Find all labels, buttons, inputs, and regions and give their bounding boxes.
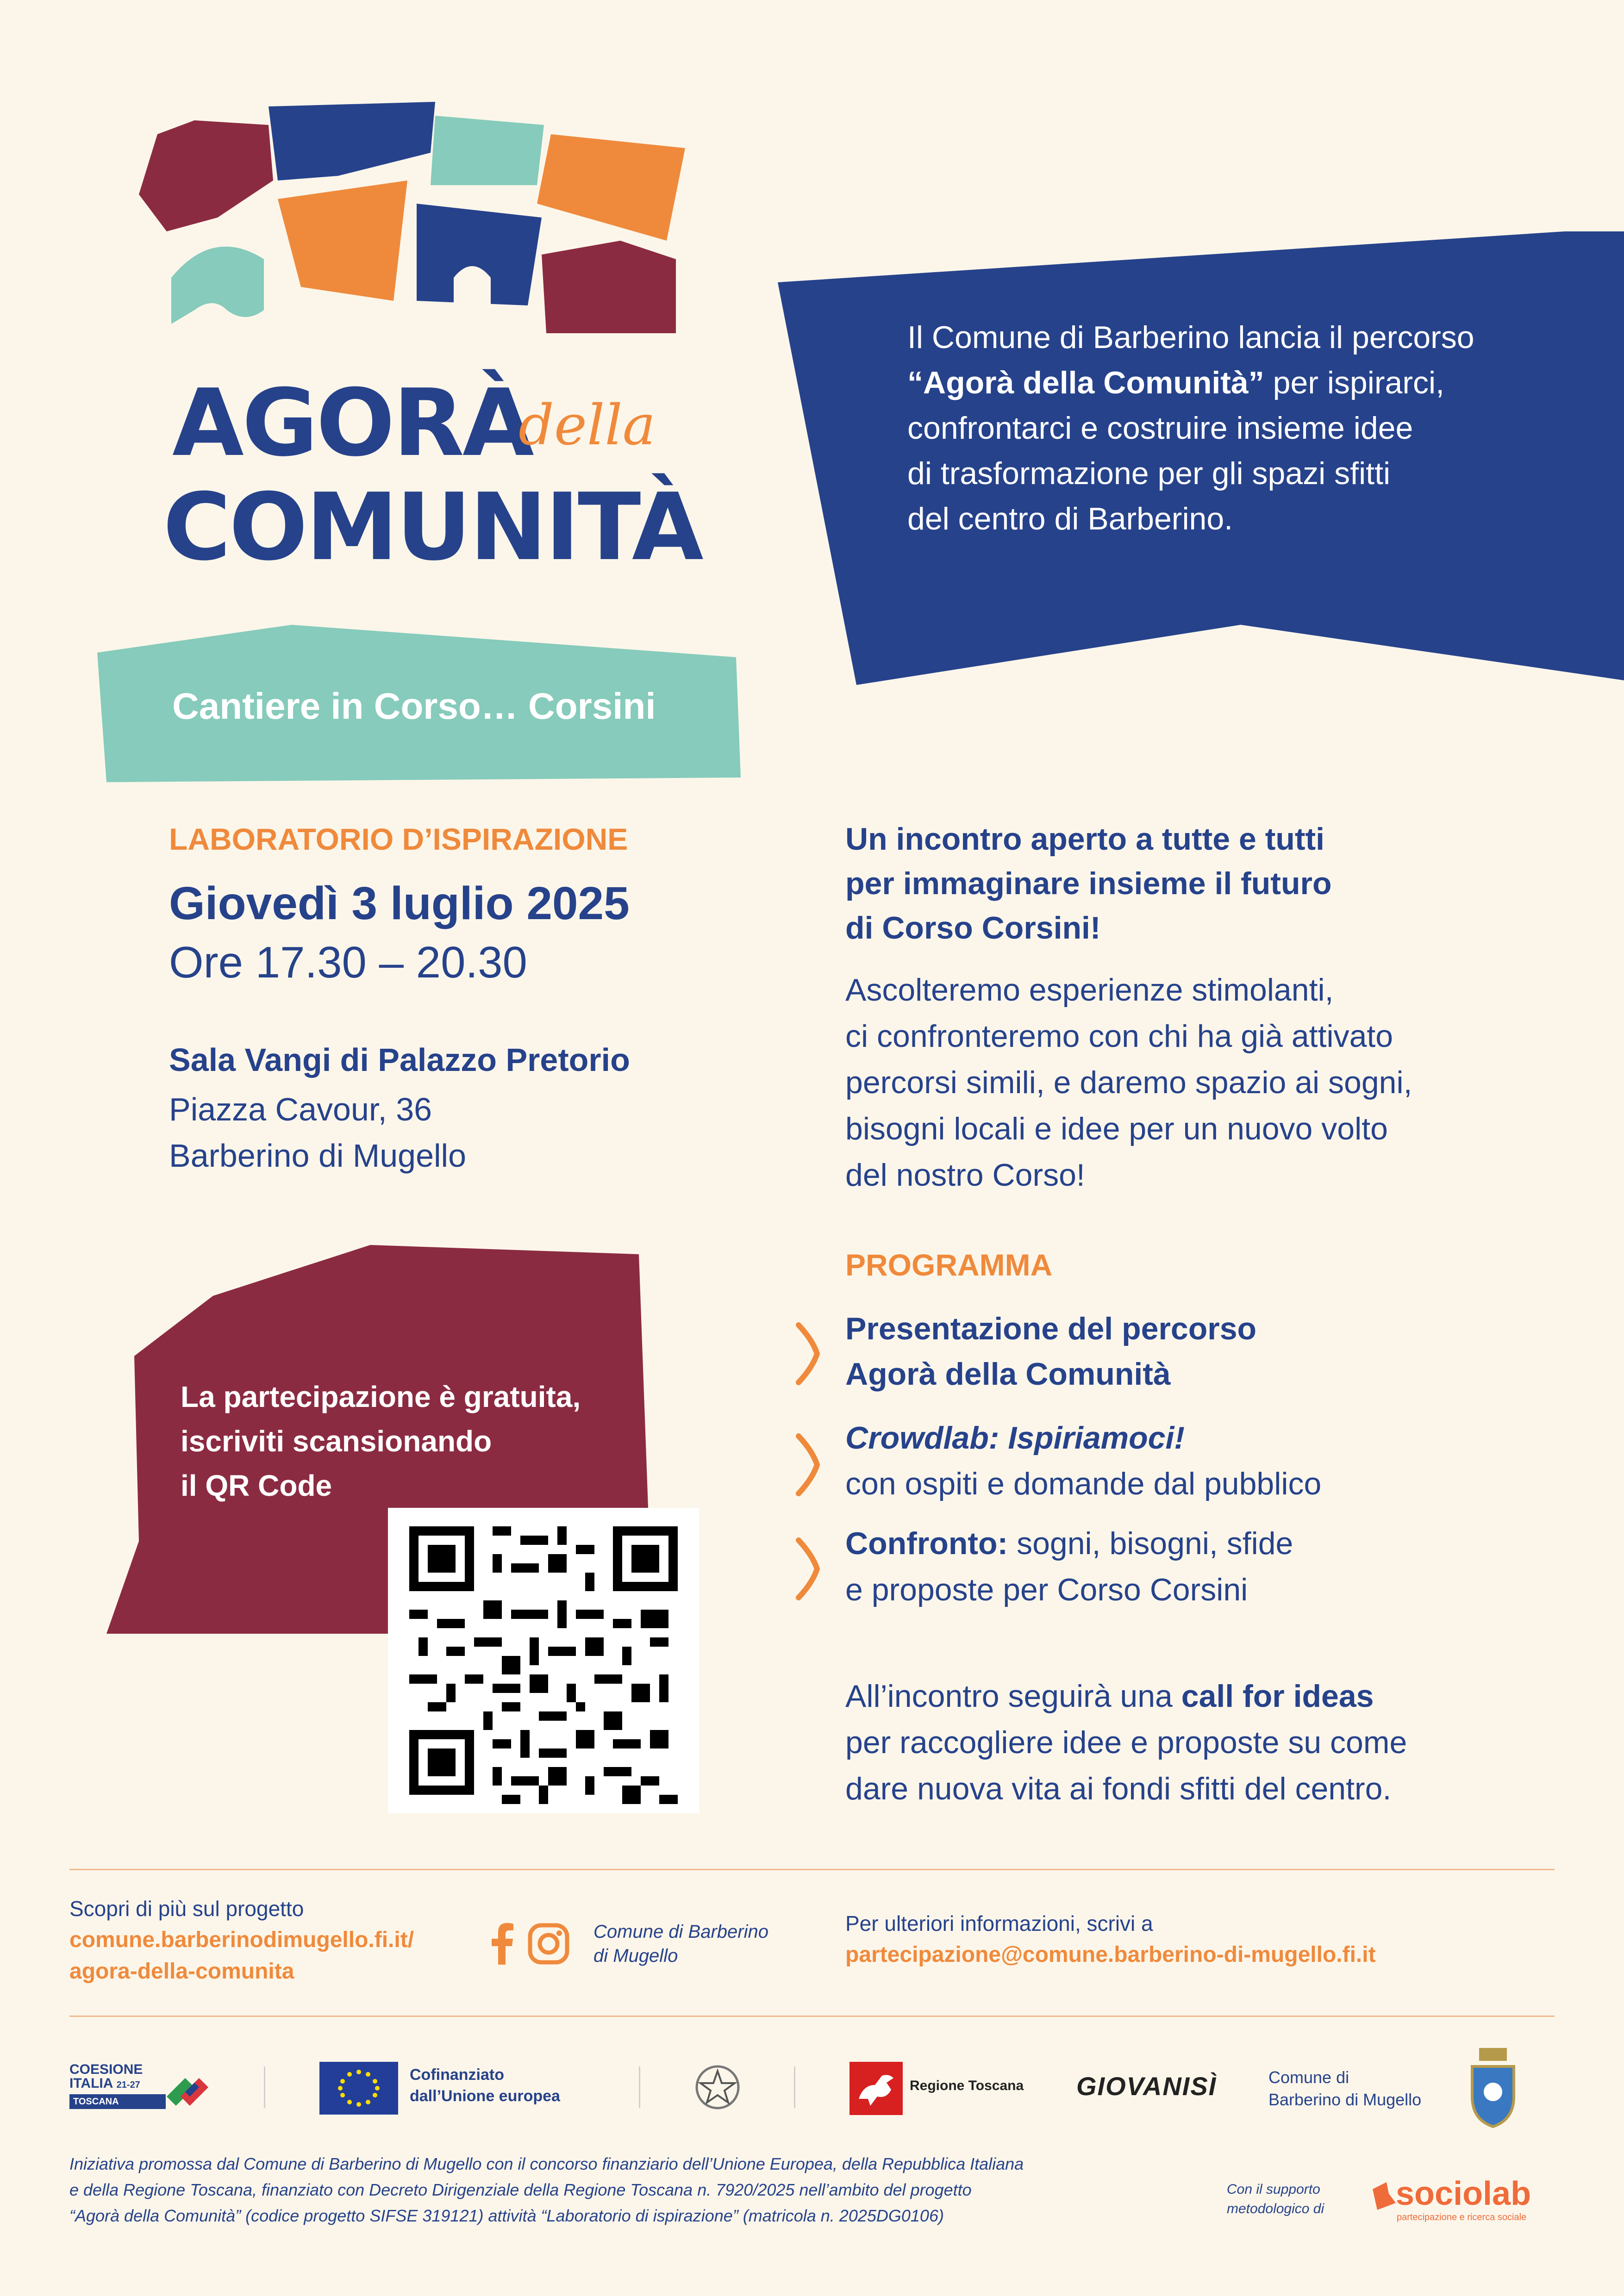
eu-cofinanziato — [410, 2064, 560, 2107]
intro-body-2: ci confronteremo con chi ha già attivato — [845, 1019, 1393, 1054]
support-line-2: metodologico di — [1227, 2201, 1324, 2216]
italian-republic-emblem-icon — [692, 2062, 743, 2113]
footer-divider-bottom — [69, 2016, 1555, 2017]
support-line-1: Con il supporto — [1227, 2182, 1320, 2197]
sociolab-support — [1227, 2180, 1324, 2219]
chevron-right-icon — [794, 1537, 822, 1601]
footer-info: Per ulteriori informazioni, scrivi a — [845, 1911, 1153, 1935]
intro-bold-2: per immaginare insieme il futuro — [845, 866, 1332, 901]
eu-text-1: Cofinanziato — [410, 2066, 504, 2084]
programma-item-1-line-1: Presentazione del percorso — [845, 1311, 1257, 1346]
instagram-icon[interactable] — [528, 1923, 569, 1965]
intro-bold-3: di Corso Corsini! — [845, 910, 1101, 946]
logo-shape-teal-dome — [171, 247, 264, 324]
logo-shape-maroon-left — [139, 120, 273, 231]
logo-shape-door-cream — [454, 266, 491, 305]
call-for-ideas — [845, 1673, 1586, 1812]
programma-item-3-line-1 — [845, 1520, 1293, 1567]
footer-contact — [845, 1908, 1376, 1971]
sociolab-name: sociolab — [1396, 2175, 1531, 2212]
comune-label-2: Barberino di Mugello — [1268, 2090, 1422, 2109]
sociolab-logo — [1368, 2175, 1553, 2226]
intro-project-name: “Agorà della Comunità” — [907, 365, 1264, 400]
regione-toscana-pegasus-icon — [849, 2062, 903, 2115]
disclaimer — [69, 2151, 1227, 2229]
programma-item-2-line-1: Crowdlab: Ispiriamoci! — [845, 1420, 1185, 1456]
event-venue: Sala Vangi di Palazzo Pretorio — [169, 1042, 630, 1078]
event-label: LABORATORIO D’ISPIRAZIONE — [169, 822, 628, 856]
call-for-ideas-bold: call for ideas — [1181, 1679, 1374, 1714]
call-line-3: dare nuova vita ai fondi sfitti del centro. — [845, 1771, 1392, 1806]
event-time: Ore 17.30 – 20.30 — [169, 938, 527, 987]
chevron-right-icon — [794, 1432, 822, 1497]
intro-blue-text — [907, 315, 1555, 541]
logo-shape-maroon-right — [542, 241, 676, 333]
footer-scopri: Scopri di più sul progetto — [69, 1897, 304, 1921]
programma-title: PROGRAMMA — [845, 1248, 1053, 1282]
footer-project-link — [69, 1893, 414, 1987]
eu-flag-icon — [319, 2062, 398, 2115]
sponsor-separator — [264, 2066, 265, 2108]
footer-divider-top — [69, 1869, 1555, 1870]
programma-item-1-line-2: Agorà della Comunità — [845, 1356, 1171, 1392]
logo-word-agora: AGORÀ — [172, 369, 532, 477]
intro-line-2-rest: per ispirarci, — [1264, 365, 1444, 400]
footer-social-line-1: Comune di Barberino — [593, 1922, 768, 1942]
facebook-icon[interactable] — [491, 1923, 514, 1965]
comune-label-1: Comune di — [1268, 2068, 1349, 2087]
event-address-2: Barberino di Mugello — [169, 1138, 467, 1174]
logo-shape-orange-mid — [278, 180, 407, 301]
logo-word-della: della — [518, 393, 656, 458]
chevron-right-icon — [794, 1321, 822, 1386]
intro-body-3: percorsi simili, e daremo spazio ai sogni, — [845, 1065, 1412, 1100]
logo-shape-orange-right — [537, 134, 685, 241]
qr-text-line-1: La partecipazione è gratuita, — [181, 1380, 581, 1413]
logo-shape-teal-top — [431, 116, 544, 185]
coesione-toscana: TOSCANA — [69, 2094, 166, 2109]
event-address-1: Piazza Cavour, 36 — [169, 1091, 432, 1127]
coesione-italia-logo — [69, 2062, 218, 2113]
agora-logo-shapes — [130, 93, 704, 333]
programma-item-1 — [845, 1306, 1256, 1397]
programma-item-3-rest: sogni, bisogni, sfide — [1008, 1526, 1293, 1561]
footer-url-line-1[interactable]: comune.barberinodimugello.fi.it/ — [69, 1928, 414, 1952]
call-line-2: per raccogliere idee e proposte su come — [845, 1725, 1407, 1760]
coesione-text-2 — [69, 2076, 140, 2091]
programma-item-3-bold: Confronto: — [845, 1526, 1008, 1561]
coesione-arrows-icon — [162, 2069, 213, 2110]
programma-item-3-line-2: e proposte per Corso Corsini — [845, 1572, 1248, 1607]
programma-item-2 — [845, 1415, 1321, 1507]
programma-item-3 — [845, 1520, 1293, 1613]
intro-body-1: Ascolteremo esperienze stimolanti, — [845, 972, 1334, 1008]
footer-email[interactable]: partecipazione@comune.barberino-di-mugello.fi.it — [845, 1942, 1376, 1967]
logo-word-comunita: COMUNITÀ — [163, 473, 702, 581]
intro-body-5: del nostro Corso! — [845, 1157, 1085, 1193]
footer-social-name — [593, 1920, 768, 1968]
intro-line-3: confrontarci e costruire insieme idee — [907, 411, 1413, 446]
footer-social-line-2: di Mugello — [593, 1946, 678, 1966]
intro-section — [845, 817, 1586, 1198]
call-line-1 — [845, 1673, 1586, 1719]
intro-line-1: Il Comune di Barberino lancia il percorso — [907, 320, 1474, 355]
intro-line-2 — [907, 360, 1555, 405]
coesione-text-1: COESIONE — [69, 2062, 143, 2077]
disclaimer-line-3: “Agorà della Comunità” (codice progetto SIFSE 319121) attività “Laboratorio di ispirazione” (matricola n. 2025DG0106) — [69, 2206, 944, 2225]
qr-code[interactable] — [388, 1508, 699, 1813]
qr-box-text — [181, 1375, 643, 1508]
logo-shape-blue-top — [269, 102, 435, 180]
footer-url-line-2[interactable]: agora-della-comunita — [69, 1959, 294, 1984]
qr-text-line-3: il QR Code — [181, 1469, 332, 1502]
disclaimer-line-2: e della Regione Toscana, finanziato con Decreto Dirigenziale della Regione Toscana n. 7920/2025 nell’ambito del progetto — [69, 2180, 972, 2199]
sponsor-separator — [639, 2066, 640, 2108]
comune-coat-of-arms-icon — [1465, 2046, 1521, 2129]
coesione-years: 21-27 — [116, 2080, 140, 2090]
call-line-1-pre: All’incontro seguirà una — [845, 1679, 1181, 1714]
comune-barberino-label — [1268, 2066, 1421, 2111]
disclaimer-line-1: Iniziativa promossa dal Comune di Barberino di Mugello con il concorso finanziario dell’Unione Europea, della Repubblica Italiana — [69, 2154, 1024, 2173]
eu-text-2: dall’Unione europea — [410, 2087, 560, 2105]
banner-title: Cantiere in Corso… Corsini — [172, 685, 656, 727]
intro-line-4: di trasformazione per gli spazi sfitti — [907, 456, 1391, 491]
coesione-italia: ITALIA — [69, 2076, 113, 2091]
intro-bold-1: Un incontro aperto a tutte e tutti — [845, 821, 1325, 857]
programma-item-2-line-2: con ospiti e domande dal pubblico — [845, 1466, 1322, 1501]
qr-text-line-2: iscriviti scansionando — [181, 1425, 492, 1458]
giovani-si-logo: GIOVANISÌ — [1076, 2072, 1217, 2101]
qr-code-pattern — [388, 1508, 699, 1813]
intro-body-4: bisogni locali e idee per un nuovo volto — [845, 1111, 1388, 1146]
sponsor-separator — [794, 2066, 795, 2108]
intro-line-5: del centro di Barberino. — [907, 501, 1233, 536]
sociolab-tagline: partecipazione e ricerca sociale — [1397, 2212, 1527, 2222]
event-date: Giovedì 3 luglio 2025 — [169, 877, 630, 929]
regione-toscana-label: Regione Toscana — [910, 2078, 1024, 2093]
